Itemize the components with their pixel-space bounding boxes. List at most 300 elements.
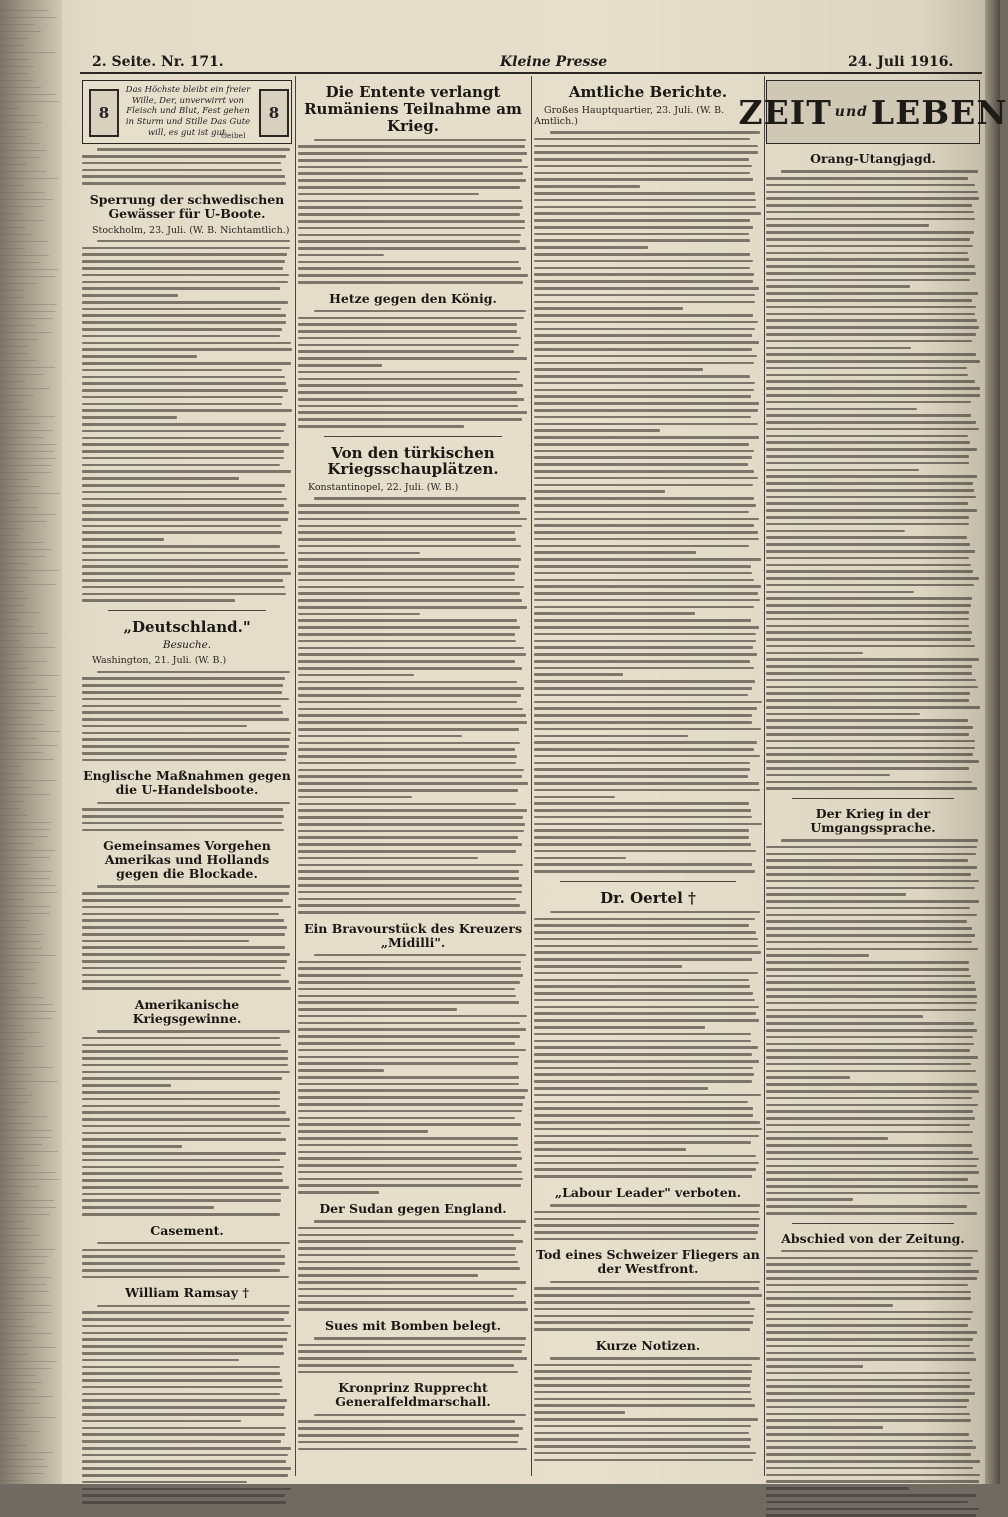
text-line <box>82 1366 280 1369</box>
text-line <box>766 1151 973 1154</box>
lamp-icon: 8 <box>89 89 119 137</box>
text-line <box>534 870 755 873</box>
text-line <box>766 475 977 478</box>
text-line <box>82 752 287 755</box>
text-line <box>534 1411 625 1414</box>
text-line <box>298 1191 379 1194</box>
binding-line <box>0 920 29 921</box>
binding-line <box>0 577 29 578</box>
binding-line <box>0 136 26 137</box>
text-line <box>534 850 756 853</box>
text-block <box>298 139 528 284</box>
text-line <box>534 802 749 805</box>
text-line <box>534 1231 758 1234</box>
text-line <box>314 1414 526 1417</box>
logo-word-leben: LEBEN <box>870 92 1008 132</box>
text-line <box>298 357 527 360</box>
text-line <box>82 1186 289 1189</box>
text-line <box>298 1089 528 1092</box>
text-line <box>82 732 291 735</box>
text-line <box>82 593 286 596</box>
text-line <box>298 660 515 663</box>
text-line <box>766 1474 980 1477</box>
text-line <box>550 1357 760 1360</box>
text-line <box>766 489 974 492</box>
binding-line <box>0 1438 20 1439</box>
binding-line <box>0 934 43 935</box>
text-line <box>82 1172 282 1175</box>
text-line <box>298 1157 522 1160</box>
text-line <box>82 552 285 555</box>
text-line <box>534 741 757 744</box>
text-line <box>82 328 282 331</box>
text-line <box>534 992 753 995</box>
text-line <box>766 631 972 634</box>
text-line <box>82 822 282 825</box>
text-line <box>534 728 761 731</box>
text-line <box>298 186 520 189</box>
binding-line <box>0 1088 26 1089</box>
binding-line <box>0 1305 51 1306</box>
text-line <box>82 1413 284 1416</box>
text-line <box>298 904 520 907</box>
text-line <box>766 719 968 722</box>
text-line <box>534 1141 751 1144</box>
binding-line <box>0 1417 56 1418</box>
text-line <box>766 658 979 661</box>
text-line <box>534 646 753 649</box>
text-line <box>82 718 289 721</box>
text-line <box>298 708 523 711</box>
text-line <box>766 408 917 411</box>
text-line <box>766 462 969 465</box>
text-line <box>298 735 462 738</box>
text-block <box>534 1357 762 1461</box>
text-line <box>82 926 287 929</box>
text-line <box>534 165 752 168</box>
binding-line <box>0 59 29 60</box>
text-line <box>82 260 285 263</box>
text-line <box>298 714 526 717</box>
text-line <box>298 1042 515 1045</box>
text-line <box>298 742 520 745</box>
binding-line <box>0 605 26 606</box>
text-line <box>534 857 626 860</box>
text-line <box>314 1337 526 1340</box>
binding-line <box>0 514 57 515</box>
text-line <box>298 344 519 347</box>
text-line <box>534 945 758 948</box>
text-line <box>82 705 281 708</box>
text-line <box>298 518 527 521</box>
text-line <box>82 376 285 379</box>
text-line <box>766 1110 973 1113</box>
text-line <box>298 748 515 751</box>
text-line <box>534 694 748 697</box>
text-line <box>534 565 751 568</box>
text-line <box>534 321 758 324</box>
text-line <box>534 1128 762 1131</box>
text-line <box>534 714 752 717</box>
binding-line <box>0 150 46 151</box>
text-line <box>82 565 288 568</box>
text-line <box>534 185 640 188</box>
binding-line <box>0 24 34 25</box>
text-line <box>97 148 290 151</box>
binding-line <box>0 738 37 739</box>
text-line <box>766 1097 972 1100</box>
text-line <box>766 1002 977 1005</box>
text-line <box>766 1494 976 1497</box>
text-line <box>534 1398 752 1401</box>
text-line <box>766 1009 976 1012</box>
binding-line <box>0 962 39 963</box>
text-line <box>766 516 969 519</box>
headline-deutschland: „Deutschland." <box>123 617 251 636</box>
text-line <box>314 497 526 500</box>
text-line <box>766 981 975 984</box>
text-line <box>766 1257 973 1260</box>
binding-line <box>0 94 56 95</box>
binding-line <box>0 612 40 613</box>
text-line <box>534 1087 708 1090</box>
binding-line <box>0 1459 44 1460</box>
text-line <box>766 353 976 356</box>
text-line <box>766 1192 980 1195</box>
text-line <box>82 362 291 365</box>
binding-line <box>0 1326 35 1327</box>
text-line <box>82 335 280 338</box>
text-line <box>82 1379 282 1382</box>
binding-line <box>0 1067 53 1068</box>
text-line <box>298 633 515 636</box>
text-line <box>82 477 239 480</box>
binding-line <box>0 661 47 662</box>
text-line <box>298 1069 384 1072</box>
text-line <box>534 1026 705 1029</box>
binding-line <box>0 1158 24 1159</box>
text-line <box>766 866 977 869</box>
binding-line <box>0 626 34 627</box>
text-line <box>534 809 751 812</box>
text-line <box>766 374 968 377</box>
text-line <box>534 395 751 398</box>
binding-line <box>0 1053 24 1054</box>
text-line <box>82 1064 288 1067</box>
headline-labour: „Labour Leader" verboten. <box>554 1184 742 1200</box>
text-line <box>82 698 289 701</box>
binding-line <box>0 486 40 487</box>
text-line <box>97 1305 290 1308</box>
text-line <box>82 815 284 818</box>
text-line <box>298 1234 514 1237</box>
binding-line <box>0 815 27 816</box>
text-line <box>534 1135 759 1138</box>
text-line <box>82 579 283 582</box>
text-line <box>82 1159 280 1162</box>
subheadline-besuche: Besuche. <box>162 638 212 651</box>
binding-line <box>0 829 50 830</box>
text-line <box>766 191 978 194</box>
text-line <box>534 1370 752 1373</box>
binding-line <box>0 353 29 354</box>
text-line <box>766 252 968 255</box>
binding-line <box>0 1046 44 1047</box>
text-line <box>298 1178 523 1181</box>
text-line <box>534 1425 751 1428</box>
text-line <box>766 760 979 763</box>
text-line <box>82 906 291 909</box>
text-line <box>298 701 517 704</box>
text-line <box>766 1291 971 1294</box>
text-line <box>82 484 285 487</box>
headline-gemeinsames: Gemeinsames Vorgehen Amerikas und Hollands gegen die Blockade. <box>103 838 271 882</box>
binding-line <box>0 843 34 844</box>
text-line <box>298 1117 515 1120</box>
text-line <box>82 1037 280 1040</box>
text-line <box>298 613 420 616</box>
text-line <box>298 337 521 340</box>
text-line <box>534 226 753 229</box>
binding-line <box>0 45 24 46</box>
text-line <box>82 559 288 562</box>
text-line <box>534 1418 758 1421</box>
binding-line <box>0 598 29 599</box>
text-line <box>534 368 703 371</box>
text-line <box>298 572 515 575</box>
text-block <box>82 1305 292 1504</box>
binding-line <box>0 80 33 81</box>
text-line <box>534 863 752 866</box>
text-line <box>82 1433 285 1436</box>
text-line <box>766 347 911 350</box>
text-line <box>298 891 522 894</box>
binding-line <box>0 1032 39 1033</box>
text-block <box>766 1250 980 1517</box>
text-line <box>534 673 623 676</box>
text-line <box>298 213 520 216</box>
text-line <box>298 545 521 548</box>
text-block <box>298 954 528 1194</box>
binding-line <box>0 1102 28 1103</box>
text-line <box>82 1454 288 1457</box>
text-line <box>534 423 758 426</box>
headline-sperrung: Sperrung der schwedischen Gewässer für U-Boote. <box>89 191 285 221</box>
binding-line <box>0 983 37 984</box>
text-line <box>766 1070 976 1073</box>
text-line <box>534 524 754 527</box>
text-line <box>534 633 756 636</box>
text-line <box>82 1325 291 1328</box>
text-line <box>534 755 760 758</box>
text-line <box>766 1205 967 1208</box>
text-line <box>298 511 520 514</box>
binding-line <box>0 143 39 144</box>
binding-line <box>0 836 48 837</box>
binding-line <box>0 766 21 767</box>
text-line <box>298 809 527 812</box>
text-line <box>298 1288 517 1291</box>
text-line <box>766 360 980 363</box>
text-line <box>534 1328 750 1331</box>
text-line <box>766 1324 968 1327</box>
binding-line <box>0 1025 23 1026</box>
text-line <box>534 1377 751 1380</box>
text-line <box>534 1148 686 1151</box>
text-line <box>766 279 970 282</box>
binding-line <box>0 304 57 305</box>
text-line <box>82 423 286 426</box>
binding-line <box>0 822 51 823</box>
headline-krieg: Der Krieg in der Umgangssprache. <box>810 805 936 835</box>
text-line <box>534 958 752 961</box>
text-line <box>534 1364 752 1367</box>
binding-line <box>0 1144 42 1145</box>
text-line <box>298 1274 478 1277</box>
binding-line <box>0 731 60 732</box>
text-line <box>298 967 521 970</box>
text-line <box>766 306 976 309</box>
text-line <box>766 611 969 614</box>
text-block <box>82 1030 292 1216</box>
text-line <box>82 162 281 165</box>
binding-line <box>0 493 60 494</box>
text-line <box>534 1067 753 1070</box>
text-line <box>534 260 753 263</box>
text-line <box>766 238 970 241</box>
headline-sudan: Der Sudan gegen England. <box>319 1200 507 1216</box>
dateline: Washington, 21. Juli. (W. B.) <box>92 655 227 667</box>
text-line <box>298 640 516 643</box>
text-line <box>82 491 282 494</box>
text-line <box>766 679 976 682</box>
text-line <box>766 584 974 587</box>
text-line <box>298 145 525 148</box>
text-line <box>534 138 750 141</box>
text-line <box>534 253 750 256</box>
text-line <box>534 328 755 331</box>
text-line <box>298 579 515 582</box>
text-line <box>534 375 750 378</box>
column-4 <box>738 76 1008 1478</box>
text-line <box>298 525 522 528</box>
text-line <box>766 340 972 343</box>
text-line <box>766 846 977 849</box>
text-line <box>82 1152 286 1155</box>
text-line <box>298 694 521 697</box>
text-line <box>766 961 969 964</box>
text-line <box>314 1220 526 1223</box>
text-line <box>298 425 464 428</box>
binding-line <box>0 1452 53 1453</box>
text-line <box>766 414 971 417</box>
text-line <box>82 691 282 694</box>
text-line <box>534 931 756 934</box>
text-line <box>534 1162 759 1165</box>
headline-bravour: Ein Bravourstück des Kreuzers „Midilli". <box>303 920 522 950</box>
text-line <box>82 1077 282 1080</box>
text-line <box>766 604 971 607</box>
text-line <box>82 1249 281 1252</box>
text-line <box>298 1281 526 1284</box>
text-line <box>298 1227 521 1230</box>
text-line <box>298 755 517 758</box>
binding-line <box>0 717 30 718</box>
text-block <box>298 497 528 913</box>
text-line <box>82 1494 285 1497</box>
binding-line <box>0 878 50 879</box>
text-line <box>766 859 968 862</box>
text-line <box>298 586 524 589</box>
binding-line <box>0 1382 42 1383</box>
binding-line <box>0 955 56 956</box>
text-line <box>82 980 289 983</box>
binding-line <box>0 542 43 543</box>
binding-line <box>0 1263 45 1264</box>
text-line <box>82 301 288 304</box>
text-line <box>82 1084 171 1087</box>
text-line <box>534 1006 759 1009</box>
text-line <box>82 355 197 358</box>
text-line <box>298 961 521 964</box>
text-line <box>766 787 977 790</box>
binding-line <box>0 500 21 501</box>
text-line <box>82 253 287 256</box>
text-line <box>766 1331 977 1334</box>
binding-line <box>0 864 30 865</box>
text-line <box>298 843 522 846</box>
text-line <box>766 1029 977 1032</box>
text-line <box>534 619 751 622</box>
text-line <box>82 725 247 728</box>
text-line <box>82 294 178 297</box>
text-line <box>82 169 282 172</box>
dateline: Konstantinopel, 22. Juli. (W. B.) <box>308 482 459 494</box>
text-line <box>766 1399 969 1402</box>
text-line <box>534 192 755 195</box>
text-line <box>766 1508 979 1511</box>
text-block <box>766 170 980 790</box>
text-line <box>766 523 969 526</box>
text-line <box>766 1453 971 1456</box>
text-line <box>534 334 752 337</box>
text-line <box>534 314 753 317</box>
text-line <box>97 1242 290 1245</box>
text-line <box>82 511 289 514</box>
text-line <box>82 1262 285 1265</box>
text-line <box>534 307 683 310</box>
text-line <box>82 1071 290 1074</box>
text-line <box>766 880 979 883</box>
text-line <box>534 1432 749 1435</box>
text-line <box>534 206 756 209</box>
text-line <box>534 1094 761 1097</box>
text-line <box>82 738 290 741</box>
text-line <box>298 398 524 401</box>
text-line <box>534 979 749 982</box>
text-line <box>534 796 615 799</box>
binding-line <box>0 227 26 228</box>
text-line <box>298 1103 523 1106</box>
text-line <box>534 273 754 276</box>
quote-text: Das Höchste bleibt ein freier Wille, Der, unverwirrt von Fleisch und Blut, Fest gehen in Sturm und Stille Das Gute will, es gut ist gut. <box>125 85 251 138</box>
text-line <box>534 1012 756 1015</box>
text-line <box>534 1121 760 1124</box>
binding-line <box>0 17 57 18</box>
text-line <box>82 247 290 250</box>
text-line <box>82 274 289 277</box>
headline-englische: Englische Maßnahmen gegen die U-Handelsboote. <box>83 768 291 798</box>
